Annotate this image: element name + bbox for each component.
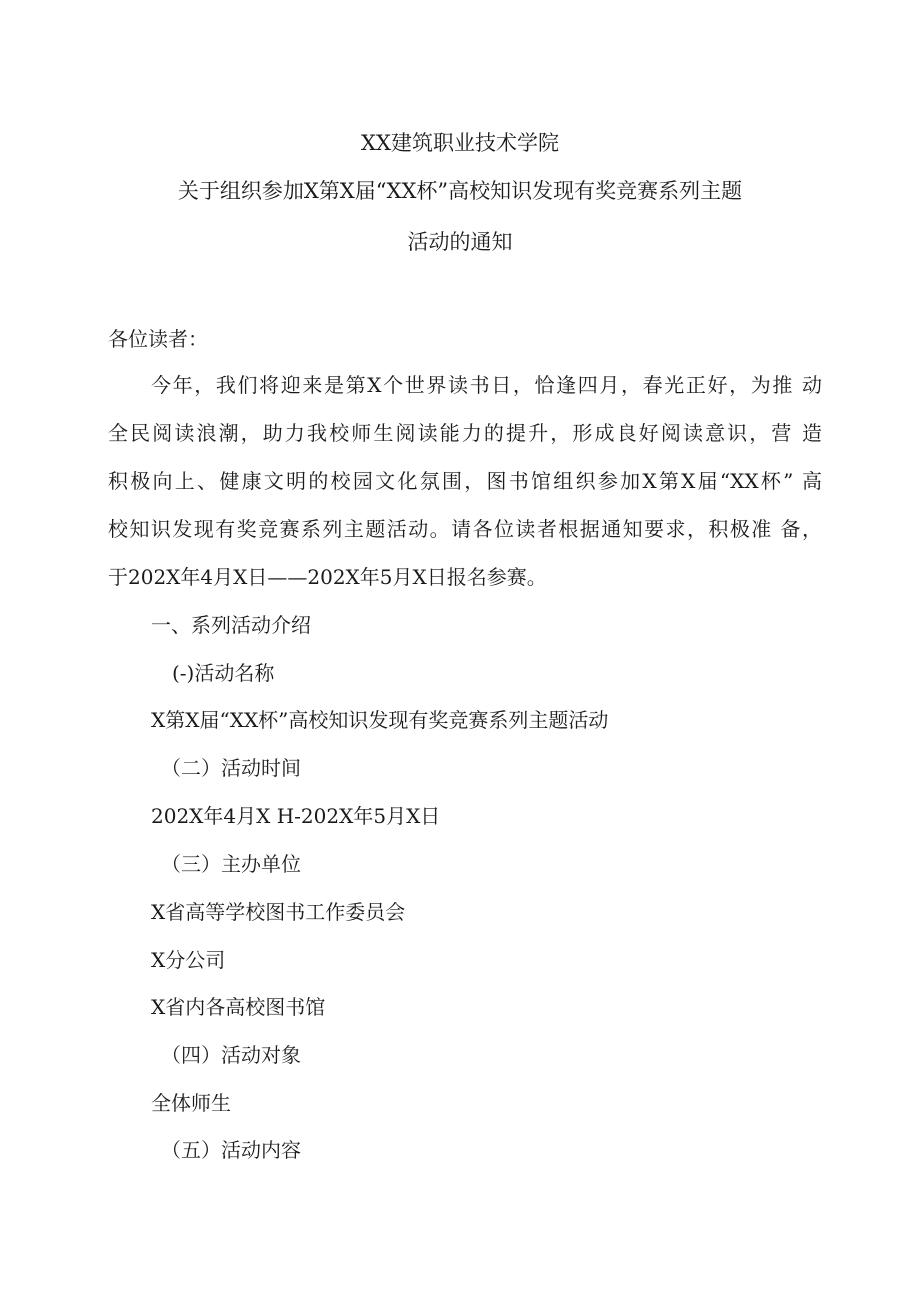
target-audience: 全体师生 (151, 1091, 231, 1115)
intro-line: 于202X年4月X日——202X年5月X日报名参赛。 (108, 565, 547, 589)
title-main: 关于组织参加X第X届“XX杯”高校知识发现有奖竞赛系列主题 (177, 179, 743, 203)
salutation: 各位读者： (108, 327, 208, 351)
intro-line: 全民阅读浪潮，助力我校师生阅读能力的提升，形成良好阅读意识，营 造 (108, 421, 822, 445)
title-school: XX建筑职业技术学院 (361, 131, 559, 155)
intro-line: 校知识发现有奖竞赛系列主题活动。请各位读者根据通知要求，积极准 备， (108, 517, 822, 541)
sub5-heading: （五）活动内容 (161, 1138, 301, 1162)
activity-name: X第X届“XX杯”高校知识发现有奖竞赛系列主题活动 (151, 708, 609, 732)
title-sub: 活动的通知 (407, 230, 513, 254)
organizer-item: X省内各高校图书馆 (151, 995, 326, 1019)
section1-heading: 一、系列活动介绍 (151, 613, 311, 637)
sub1-heading: (-)活动名称 (172, 661, 275, 685)
sub3-heading: （三）主办单位 (161, 852, 301, 876)
sub2-heading: （二）活动时间 (161, 756, 301, 780)
intro-line: 积极向上、健康文明的校园文化氛围，图书馆组织参加X第X届“XX杯” 高 (108, 469, 822, 493)
organizer-item: X省高等学校图书工作委员会 (151, 900, 406, 924)
sub4-heading: （四）活动对象 (161, 1043, 301, 1067)
activity-time: 202X年4月X H-202X年5月X日 (151, 804, 441, 828)
organizer-item: X分公司 (151, 948, 226, 972)
intro-line: 今年，我们将迎来是第X个世界读书日，恰逢四月，春光正好，为推 动 (151, 373, 822, 397)
